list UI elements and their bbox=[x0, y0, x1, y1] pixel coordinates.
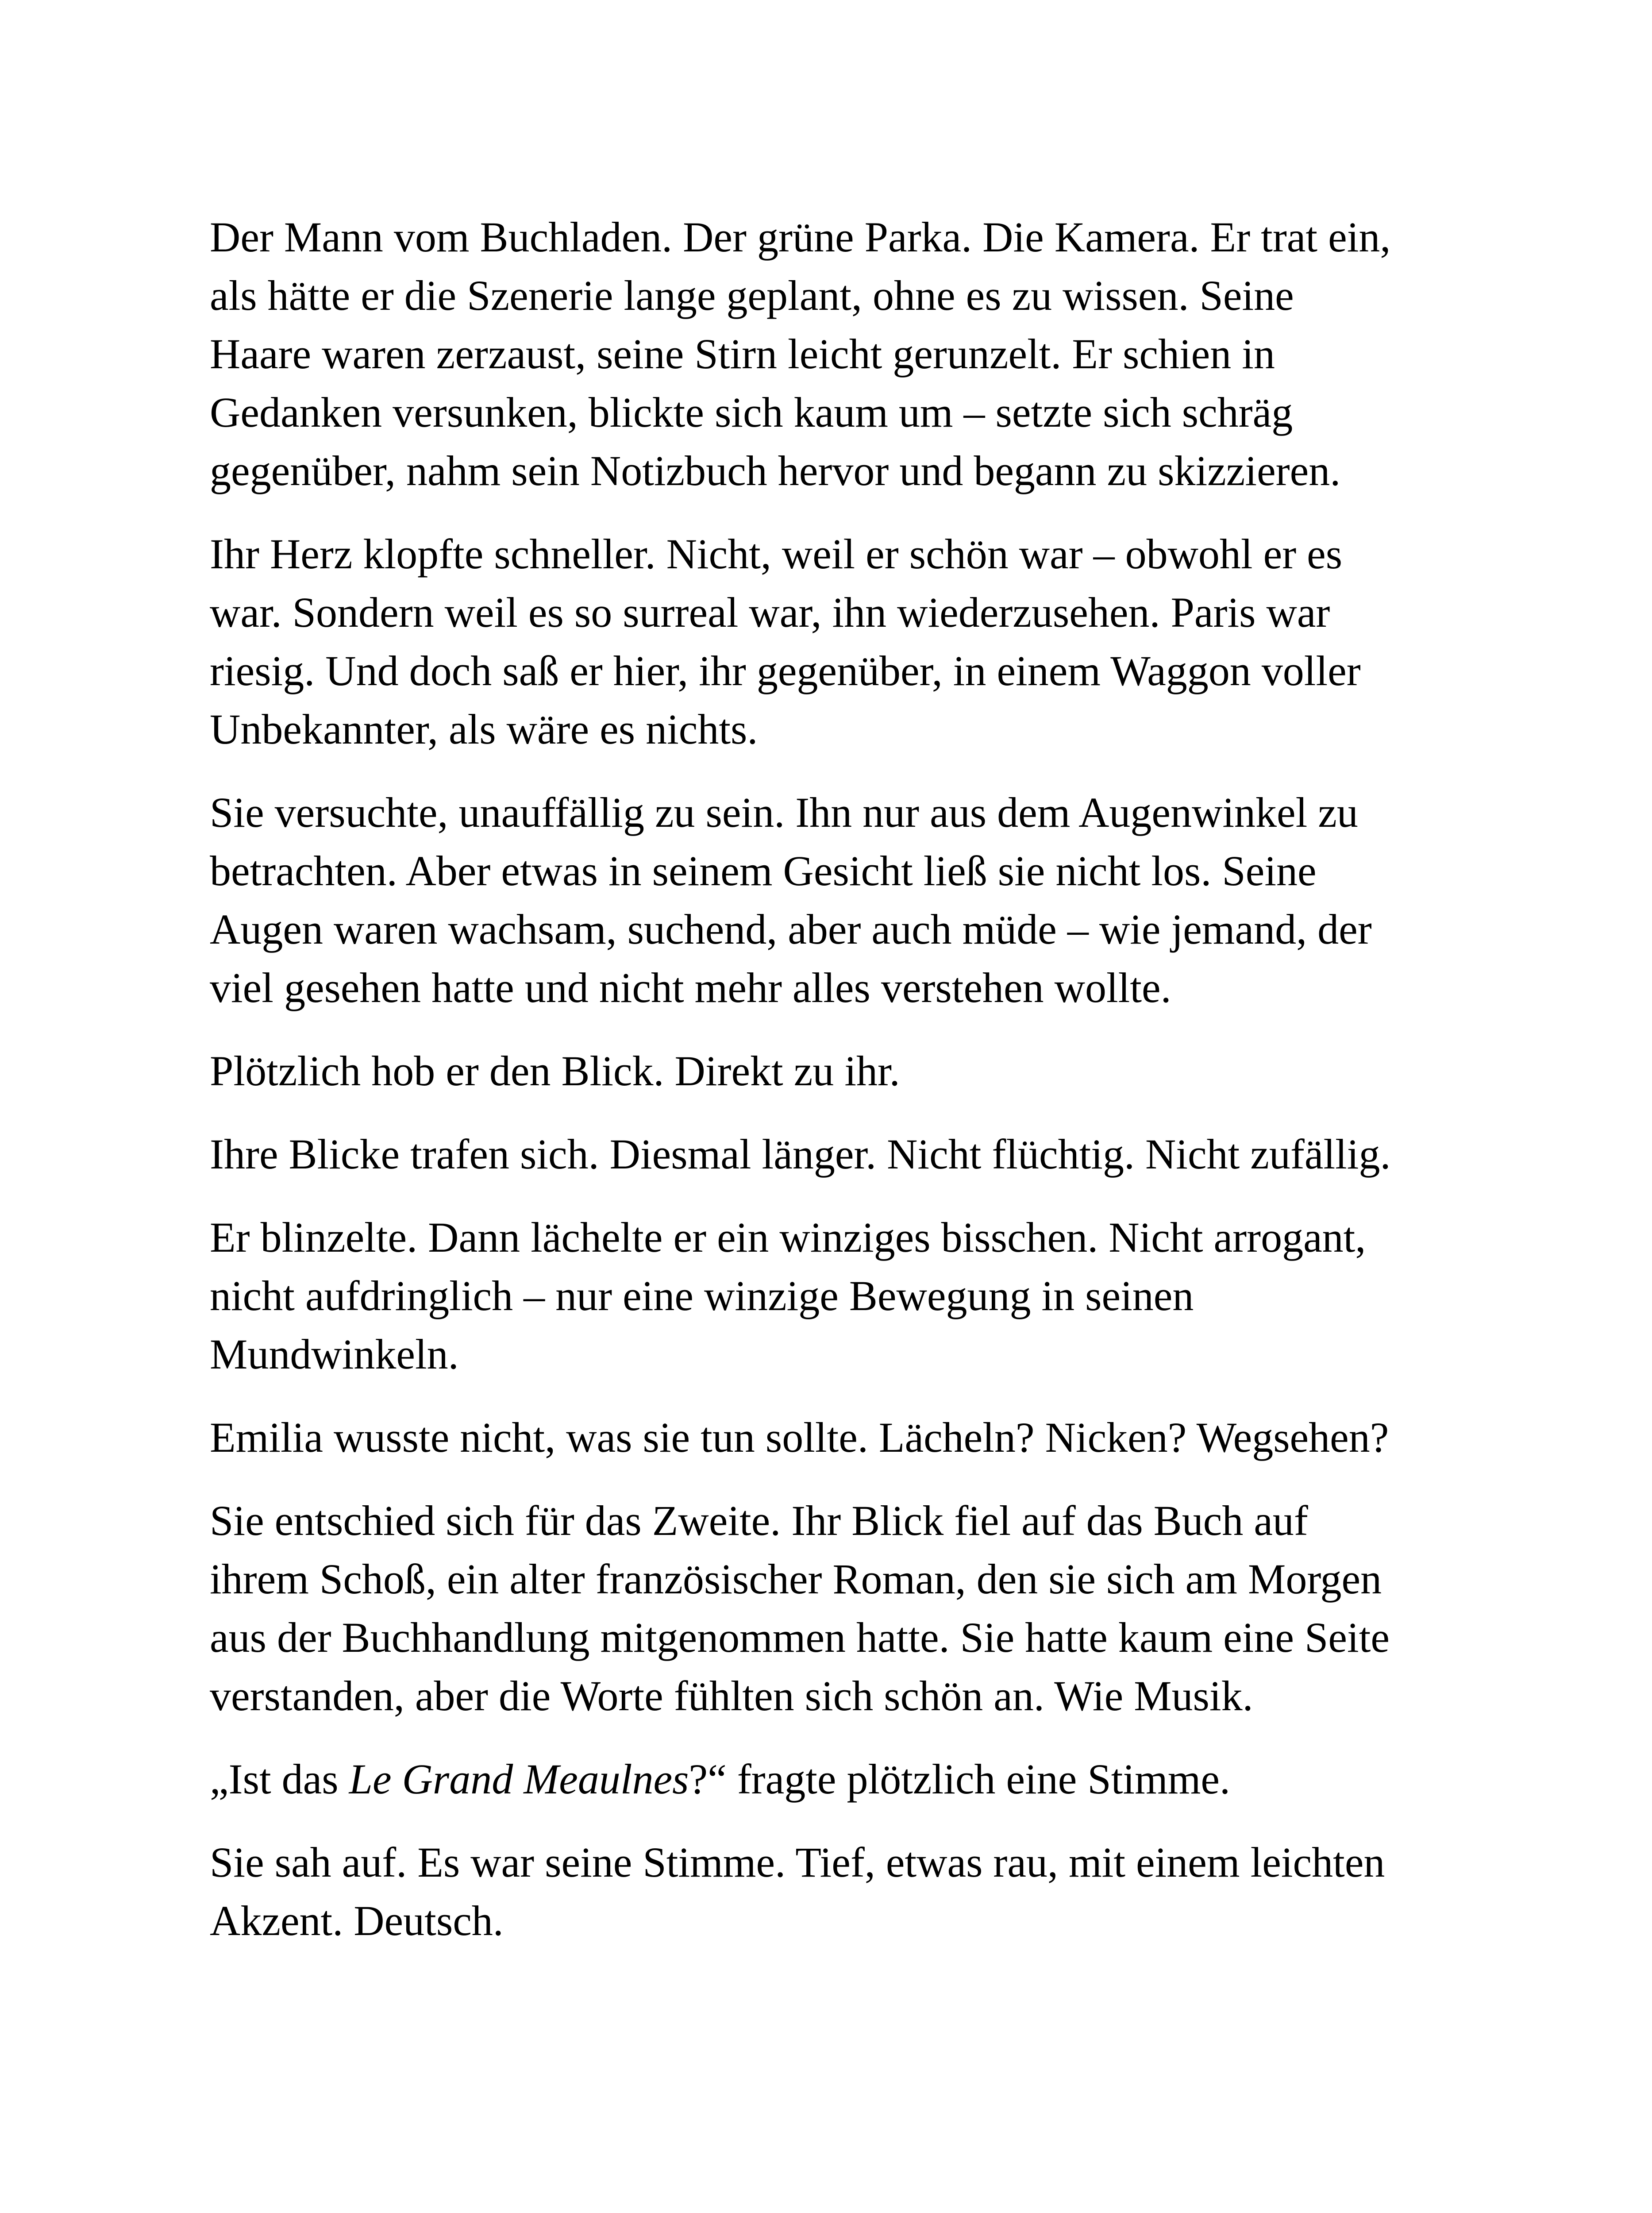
paragraph-6 bbox=[210, 1208, 1449, 1384]
text-line: Augen waren wachsam, suchend, aber auch müde – wie jemand, der bbox=[210, 906, 1372, 953]
text-line: aus der Buchhandlung mitgenommen hatte. Sie hatte kaum eine Seite bbox=[210, 1614, 1390, 1661]
text-line: Sie versuchte, unauffällig zu sein. Ihn nur aus dem Augenwinkel zu bbox=[210, 789, 1358, 836]
text-line: Akzent. Deutsch. bbox=[210, 1897, 504, 1944]
paragraph-3 bbox=[210, 783, 1449, 1017]
text-line: Sie sah auf. Es war seine Stimme. Tief, etwas rau, mit einem leichten bbox=[210, 1839, 1385, 1886]
text-line: Haare waren zerzaust, seine Stirn leicht gerunzelt. Er schien in bbox=[210, 330, 1275, 378]
paragraph-4 bbox=[210, 1042, 1449, 1100]
body-text bbox=[210, 208, 1449, 1975]
text-line: Plötzlich hob er den Blick. Direkt zu ihr. bbox=[210, 1047, 900, 1095]
text-line: Sie entschied sich für das Zweite. Ihr Blick fiel auf das Buch auf bbox=[210, 1497, 1308, 1544]
text-line: Emilia wusste nicht, was sie tun sollte. Lächeln? Nicken? Wegsehen? bbox=[210, 1414, 1389, 1461]
text-line: war. Sondern weil es so surreal war, ihn wiederzusehen. Paris war bbox=[210, 589, 1330, 636]
text-line: viel gesehen hatte und nicht mehr alles verstehen wollte. bbox=[210, 964, 1171, 1011]
text-line: ihrem Schoß, ein alter französischer Roman, den sie sich am Morgen bbox=[210, 1555, 1382, 1603]
text-line: Er blinzelte. Dann lächelte er ein winziges bisschen. Nicht arrogant, bbox=[210, 1214, 1366, 1261]
text-line: Unbekannter, als wäre es nichts. bbox=[210, 706, 758, 753]
text-line: betrachten. Aber etwas in seinem Gesicht ließ sie nicht los. Seine bbox=[210, 847, 1317, 894]
text-line: Mundwinkeln. bbox=[210, 1330, 459, 1378]
text-line: Ihr Herz klopfte schneller. Nicht, weil er schön war – obwohl er es bbox=[210, 530, 1343, 578]
text-line: nicht aufdringlich – nur eine winzige Bewegung in seinen bbox=[210, 1272, 1194, 1319]
text-line: gegenüber, nahm sein Notizbuch hervor und begann zu skizzieren. bbox=[210, 447, 1341, 494]
paragraph-10 bbox=[210, 1833, 1449, 1950]
text-line: Gedanken versunken, blickte sich kaum um – setzte sich schräg bbox=[210, 389, 1293, 436]
text-line bbox=[210, 1750, 1449, 1808]
text-line: verstanden, aber die Worte fühlten sich schön an. Wie Musik. bbox=[210, 1672, 1253, 1720]
text-line: Ihre Blicke trafen sich. Diesmal länger. Nicht flüchtig. Nicht zufällig. bbox=[210, 1130, 1391, 1178]
paragraph-7 bbox=[210, 1408, 1449, 1467]
quote-close-text: ?“ fragte plötzlich eine Stimme. bbox=[689, 1755, 1231, 1803]
paragraph-2 bbox=[210, 525, 1449, 759]
quote-open-text: „Ist das bbox=[210, 1755, 349, 1803]
book-title: Le Grand Meaulnes bbox=[349, 1755, 689, 1803]
text-line: riesig. Und doch saß er hier, ihr gegenüber, in einem Waggon voller bbox=[210, 647, 1361, 694]
paragraph-5 bbox=[210, 1125, 1449, 1184]
paragraph-1 bbox=[210, 208, 1449, 500]
text-line: Der Mann vom Buchladen. Der grüne Parka. Die Kamera. Er trat ein, bbox=[210, 213, 1391, 261]
paragraph-8 bbox=[210, 1492, 1449, 1725]
text-line: als hätte er die Szenerie lange geplant, ohne es zu wissen. Seine bbox=[210, 272, 1294, 319]
paragraph-9 bbox=[210, 1750, 1449, 1808]
